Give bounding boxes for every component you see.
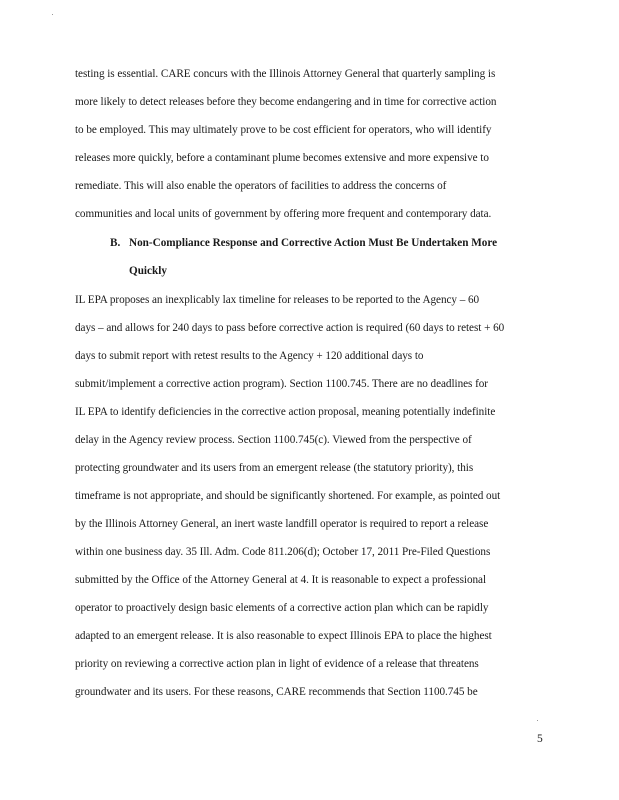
section-heading-line: Non-Compliance Response and Corrective Action Must Be Undertaken More <box>129 237 498 249</box>
section-heading-line: Quickly <box>129 265 167 277</box>
body-line: operator to proactively design basic elements of a corrective action plan which can be rapidly <box>75 602 489 614</box>
body-line: to be employed. This may ultimately prove to be cost efficient for operators, who will identify <box>75 124 492 136</box>
body-line: priority on reviewing a corrective action plan in light of evidence of a release that threatens <box>75 658 479 670</box>
body-line: adapted to an emergent release. It is also reasonable to expect Illinois EPA to place the highest <box>75 630 492 642</box>
body-line: days – and allows for 240 days to pass before corrective action is required (60 days to retest + 60 <box>75 322 505 334</box>
body-line: days to submit report with retest results to the Agency + 120 additional days to <box>75 350 424 362</box>
body-line: by the Illinois Attorney General, an inert waste landfill operator is required to report a release <box>75 518 489 530</box>
body-line: IL EPA to identify deficiencies in the corrective action proposal, meaning potentially indefinite <box>75 406 496 418</box>
section-letter: B. <box>110 237 121 249</box>
scan-speck <box>52 14 53 15</box>
body-line: groundwater and its users. For these reasons, CARE recommends that Section 1100.745 be <box>75 686 478 698</box>
body-line: within one business day. 35 Ill. Adm. Code 811.206(d); October 17, 2011 Pre-Filed Questions <box>75 546 491 558</box>
body-line: testing is essential. CARE concurs with the Illinois Attorney General that quarterly sampling is <box>75 68 496 80</box>
body-line: remediate. This will also enable the operators of facilities to address the concerns of <box>75 180 447 192</box>
body-line: more likely to detect releases before they become endangering and in time for corrective action <box>75 96 497 108</box>
page-number: 5 <box>537 733 543 745</box>
body-line: IL EPA proposes an inexplicably lax timeline for releases to be reported to the Agency – 60 <box>75 294 480 306</box>
body-line: releases more quickly, before a contaminant plume becomes extensive and more expensive to <box>75 152 489 164</box>
body-line: delay in the Agency review process. Section 1100.745(c). Viewed from the perspective of <box>75 434 472 446</box>
body-line: submitted by the Office of the Attorney General at 4. It is reasonable to expect a professional <box>75 574 487 586</box>
body-line: protecting groundwater and its users from an emergent release (the statutory priority), this <box>75 462 474 474</box>
body-line: communities and local units of government by offering more frequent and contemporary data. <box>75 208 492 220</box>
body-line: timeframe is not appropriate, and should be significantly shortened. For example, as pointed out <box>75 490 501 502</box>
body-line: submit/implement a corrective action program). Section 1100.745. There are no deadlines for <box>75 378 488 390</box>
scan-speck <box>537 720 538 721</box>
